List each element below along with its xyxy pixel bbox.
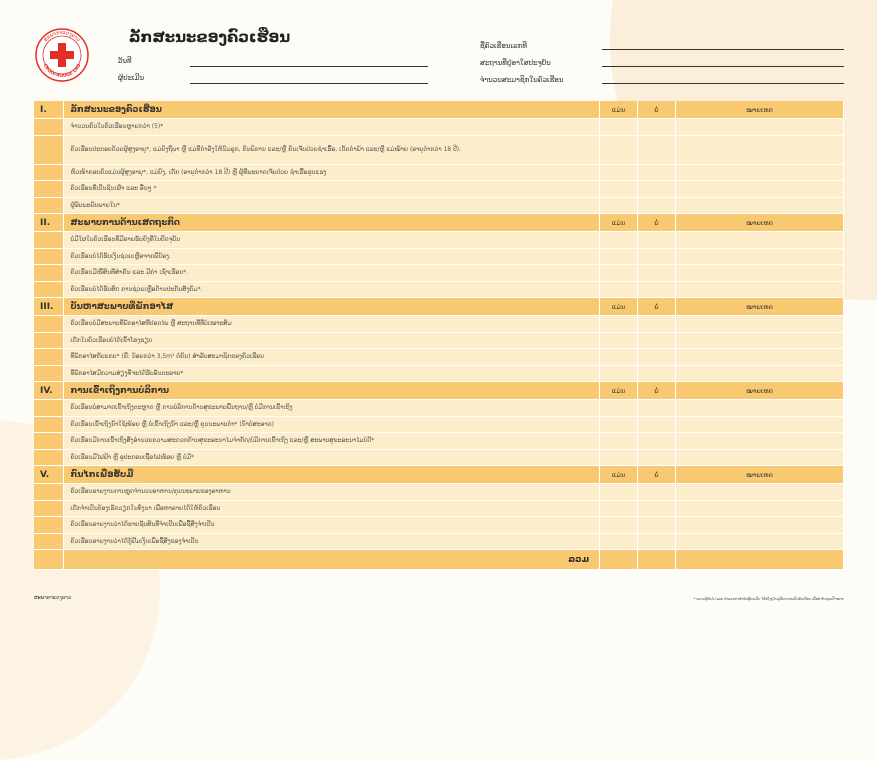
- criterion-text: ຄົວເຮືອນລາຍງານວ່າໄດ້ກູ້ຢືມເງິນເພື່ອຊື້ສິ່ງຂອງຈຳເປັນ: [64, 533, 600, 550]
- section-number: II.: [34, 214, 64, 232]
- note-column-header: ໝາຍເຫດ: [676, 101, 844, 119]
- row-marker: [34, 119, 64, 136]
- table-row: [34, 400, 844, 417]
- criterion-text: ຄົວເຮືອນເຂົ້າເຖິງນ້ຳໃຊ້ໜ້ອຍ ຫຼື ບໍ່ເຂົ້າເຖິງນ້ຳ ແລະ/ຫຼື ຄຸນນະພາບຕ່ຳ* (ນ້ຳບໍ່ສະອາດ): [64, 416, 600, 433]
- no-cell[interactable]: [638, 119, 676, 136]
- row-marker: [34, 281, 64, 298]
- note-cell[interactable]: [676, 500, 844, 517]
- note-cell[interactable]: [676, 416, 844, 433]
- section-title: ລັກສະນະຂອງຄົວເຮືອນ: [64, 101, 600, 119]
- total-no-cell[interactable]: [638, 550, 676, 570]
- no-column-header: ບໍ່: [638, 214, 676, 232]
- row-marker: [34, 365, 64, 382]
- yes-cell[interactable]: [600, 349, 638, 366]
- criterion-text: ຄົວເຮືອນທີ່ເປັນຊົນເຜົ່າ ແລະ ອື່ນໆ *: [64, 181, 600, 198]
- table-row: [34, 416, 844, 433]
- note-cell[interactable]: [676, 265, 844, 282]
- table-row: [34, 533, 844, 550]
- row-marker: [34, 484, 64, 501]
- note-column-header: ໝາຍເຫດ: [676, 214, 844, 232]
- criterion-text: ຄົວເຮືອນບໍ່ໄດ້ຮັບເງິນຊ່ວຍເຫຼືອຈາກພີ່ນ້ອງ.: [64, 248, 600, 265]
- table-row: [34, 181, 844, 198]
- yes-cell[interactable]: [600, 164, 638, 181]
- row-marker: [34, 316, 64, 333]
- footer-org: ສະພາກາແດງລາວ: [34, 595, 72, 601]
- total-yes-cell[interactable]: [600, 550, 638, 570]
- no-cell[interactable]: [638, 416, 676, 433]
- household-id-field[interactable]: [602, 49, 844, 50]
- row-marker: [34, 349, 64, 366]
- yes-cell[interactable]: [600, 433, 638, 450]
- table-row: [34, 119, 844, 136]
- row-marker: [34, 416, 64, 433]
- no-cell[interactable]: [638, 281, 676, 298]
- criterion-text: ຄົວເຮືອນບໍ່ໄດ້ຮັບສິດ ການຊ່ວຍເຫຼືອດ້ານປະກັນສັງຄົມ*.: [64, 281, 600, 298]
- yes-cell[interactable]: [600, 400, 638, 417]
- no-column-header: ບໍ່: [638, 466, 676, 484]
- yes-cell[interactable]: [600, 332, 638, 349]
- yes-cell[interactable]: [600, 449, 638, 466]
- table-row: [34, 500, 844, 517]
- yes-column-header: ແມ່ນ: [600, 214, 638, 232]
- no-cell[interactable]: [638, 135, 676, 164]
- footer-note: * ຄວາມຮູ້ທົ່ວໄປ ແລະ ຄຳແນະນຳສຳລັບຜູ້ປະເມີນ ໃຫ້ເບິ່ງຢູ່ໃນຄູ່ມືການປະເມີນຄົວເຮືອນ ເພື່ອກຳນົດກຸ່ມເປົ້າໝາຍ: [693, 597, 844, 601]
- section-title: ການເຂົ້າເຖິງການບໍລິການ: [64, 382, 600, 400]
- yes-cell[interactable]: [600, 416, 638, 433]
- no-cell[interactable]: [638, 197, 676, 214]
- yes-cell[interactable]: [600, 500, 638, 517]
- row-marker: [34, 433, 64, 450]
- note-cell[interactable]: [676, 119, 844, 136]
- yes-cell[interactable]: [600, 533, 638, 550]
- section-number: V.: [34, 466, 64, 484]
- section-header-row: [34, 298, 844, 316]
- criterion-text: ທີ່ພັກອາໄສຄັບແຄບ* (ຄື: ນ້ອຍກວ່າ 3,5m² ຕໍ່ຄົນ) ສຳລັບສະມາຊິກຂອງຄົວເຮືອນ: [64, 349, 600, 366]
- table-row: [34, 164, 844, 181]
- note-cell[interactable]: [676, 449, 844, 466]
- note-cell[interactable]: [676, 533, 844, 550]
- yes-cell[interactable]: [600, 281, 638, 298]
- note-cell[interactable]: [676, 281, 844, 298]
- section-number: I.: [34, 101, 64, 119]
- no-cell[interactable]: [638, 449, 676, 466]
- members-label: ຈຳນວນສະມາຊິກໃນຄົວເຮືອນ: [480, 76, 564, 84]
- yes-cell[interactable]: [600, 484, 638, 501]
- note-cell[interactable]: [676, 232, 844, 249]
- note-cell[interactable]: [676, 349, 844, 366]
- row-marker: [34, 265, 64, 282]
- criterion-text: ເດັກຈຳເປັນຕ້ອງເຮັດວຽກໃນທົ່ງນາ ເພື່ອຫາລາຍໄດ້ໃຫ້ຄົວເຮືອນ: [64, 500, 600, 517]
- criterion-text: ຄົວເຮືອນລາຍງານວ່າໄດ້ຂາຍຊັບສິນທີ່ຈຳເປັນເພື່ອຊື້ສິ່ງຈຳເປັນ: [64, 517, 600, 534]
- no-cell[interactable]: [638, 349, 676, 366]
- row-marker: [34, 248, 64, 265]
- yes-cell[interactable]: [600, 119, 638, 136]
- table-row: [34, 349, 844, 366]
- row-marker: [34, 164, 64, 181]
- row-marker: [34, 533, 64, 550]
- criterion-text: ຄົວເຮືອນບໍ່ມີສະພາບທີ່ພັກອາໄສທີ່ປອດໄພ ຫຼື ສະຖານທີ່ທີ່ບໍ່ເໝາະສົມ: [64, 316, 600, 333]
- yes-cell[interactable]: [600, 365, 638, 382]
- assessor-field[interactable]: [190, 83, 428, 84]
- criterion-text: ຫົວໜ້າຄອບຄົວແມ່ນຜູ້ສູງອາຍຸ*, ແມ່ຍິງ, ເດັກ (ອາຍຸຕ່ຳກວ່າ 18 ປີ) ຫຼື ຜູ້ທີ່ພະຍາດເຈັບປ່ວຍ ຊຳເຮື້ອຮຸນແຮງ: [64, 164, 600, 181]
- total-note-cell[interactable]: [676, 550, 844, 570]
- no-cell[interactable]: [638, 484, 676, 501]
- note-column-header: ໝາຍເຫດ: [676, 298, 844, 316]
- yes-cell[interactable]: [600, 135, 638, 164]
- row-marker: [34, 135, 64, 164]
- note-cell[interactable]: [676, 517, 844, 534]
- no-cell[interactable]: [638, 517, 676, 534]
- yes-column-header: ແມ່ນ: [600, 382, 638, 400]
- note-cell[interactable]: [676, 164, 844, 181]
- note-cell[interactable]: [676, 316, 844, 333]
- row-marker: [34, 400, 64, 417]
- no-cell[interactable]: [638, 332, 676, 349]
- yes-column-header: ແມ່ນ: [600, 466, 638, 484]
- yes-cell[interactable]: [600, 316, 638, 333]
- logo-bottom-text: CROIX-ROUGE LAO: [41, 63, 83, 80]
- table-row: [34, 517, 844, 534]
- no-cell[interactable]: [638, 164, 676, 181]
- section-number: IV.: [34, 382, 64, 400]
- no-column-header: ບໍ່: [638, 101, 676, 119]
- criterion-text: ເດັກໃນຄົວເຮືອນບໍ່ໄດ້ເຂົ້າໂຮງຮຽນ: [64, 332, 600, 349]
- criterion-text: ຄົວເຮືອນປະກອບດ້ວຍຜູ້ສູງອາຍຸ*, ແມ່ຍິງຖືພາ ຫຼື ແມ່ທີ່ກຳລັງໃຫ້ນົມລູກ, ຄົນພິການ ແລະ/ຫຼື ຄົນເຈັບປ່ວຍຊຳເຮື້ອ, ເດັກກຳພ້າ ແລະ/ຫຼື ແມ່ໝ້າຍ (ອາຍຸຕ່ຳກວ່າ 18 ປີ).: [64, 135, 600, 164]
- location-label: ສະຖານທີ່ຢູ່ອາໃສປະຈຸບັນ: [480, 59, 551, 67]
- row-marker: [34, 517, 64, 534]
- criterion-text: ຄົວເຮືອນບໍ່ສາມາດເຂົ້າເຖິງຕະຫຼາດ ຫຼື ການບໍລິການດ້ານສຸຂະພາບພື້ນຖານ/ຫຼື ບໍ່ມີການເຂົ້າເຖິງ: [64, 400, 600, 417]
- note-cell[interactable]: [676, 197, 844, 214]
- note-cell[interactable]: [676, 433, 844, 450]
- criterion-text: ຄົວເຮືອນລາຍງານການຫຼຸດຈຳນວນອາຫານ/ຄຸນນະພາບຂອງອາຫານ: [64, 484, 600, 501]
- table-row: [34, 265, 844, 282]
- note-cell[interactable]: [676, 332, 844, 349]
- no-cell[interactable]: [638, 533, 676, 550]
- note-column-header: ໝາຍເຫດ: [676, 382, 844, 400]
- criterion-text: ບໍ່ມີໃຜໃນຄົວເຮືອນທີ່ມີລາຍຮັບຄົງທີ່ໃນປັດຈຸບັນ: [64, 232, 600, 249]
- table-row: [34, 197, 844, 214]
- criterion-text: ຈຳນວນຄົນໃນຄົວເຮືອນຫຼາຍກວ່າ (5)*: [64, 119, 600, 136]
- no-cell[interactable]: [638, 365, 676, 382]
- no-cell[interactable]: [638, 265, 676, 282]
- note-cell[interactable]: [676, 484, 844, 501]
- section-title: ກົນໄກເພື່ອຮັບມື: [64, 466, 600, 484]
- assessor-label: ຜູ້ປະເມີນ: [118, 74, 145, 82]
- note-cell[interactable]: [676, 248, 844, 265]
- criterion-text: ຄົວເຮືອນມີການເຂົ້າເຖິງສິ່ງອຳນວຍຄວາມສະດວກດ້ານສຸຂະອະນາໄມຈຳກັດ/ບໍ່ມີການເຂົ້າເຖິງ ແລະ/ຫຼື ສະພາບສຸຂະອະນາໄມບໍ່ດີ*: [64, 433, 600, 450]
- yes-column-header: ແມ່ນ: [600, 101, 638, 119]
- table-row: [34, 484, 844, 501]
- table-row: [34, 316, 844, 333]
- logo-top-text: ສະພາກາແດງລາວ: [42, 29, 82, 44]
- no-cell[interactable]: [638, 232, 676, 249]
- members-field[interactable]: [602, 83, 844, 84]
- date-label: ວັນທີ: [118, 57, 132, 65]
- row-marker: [34, 232, 64, 249]
- no-column-header: ບໍ່: [638, 382, 676, 400]
- no-cell[interactable]: [638, 248, 676, 265]
- table-row: [34, 135, 844, 164]
- yes-cell[interactable]: [600, 181, 638, 198]
- criterion-text: ຄົວເຮືອນມີໄຟຟ້າ ຫຼື ອຸປະກອນເຊື້ອໄຟໜ້ອຍ ຫຼື ບໍ່ມີ*: [64, 449, 600, 466]
- table-row: [34, 232, 844, 249]
- table-row: [34, 433, 844, 450]
- table-row: [34, 248, 844, 265]
- table-row: [34, 365, 844, 382]
- red-cross-logo: [33, 26, 91, 84]
- no-cell[interactable]: [638, 400, 676, 417]
- no-cell[interactable]: [638, 316, 676, 333]
- section-number: III.: [34, 298, 64, 316]
- row-marker: [34, 181, 64, 198]
- yes-cell[interactable]: [600, 265, 638, 282]
- section-header-row: [34, 101, 844, 119]
- note-cell[interactable]: [676, 181, 844, 198]
- section-header-row: [34, 466, 844, 484]
- yes-column-header: ແມ່ນ: [600, 298, 638, 316]
- section-title: ສະພາບການດ້ານເສດຖະກິດ: [64, 214, 600, 232]
- yes-cell[interactable]: [600, 232, 638, 249]
- yes-cell[interactable]: [600, 517, 638, 534]
- section-header-row: [34, 382, 844, 400]
- section-header-row: [34, 214, 844, 232]
- yes-cell[interactable]: [600, 197, 638, 214]
- household-id-label: ຊື່ຄົວເຮືອນເລກທີ: [480, 42, 527, 50]
- yes-cell[interactable]: [600, 248, 638, 265]
- location-field[interactable]: [602, 66, 844, 67]
- note-cell[interactable]: [676, 400, 844, 417]
- criterion-text: ທີ່ພັກອາໄສມີຄວາມສ່ຽງທີ່ຈະໄດ້ຮັບອັນຕະລາຍ*: [64, 365, 600, 382]
- row-marker: [34, 197, 64, 214]
- table-row: [34, 449, 844, 466]
- criterion-text: ຄົວເຮືອນມີໜີ້ສິນທີ່ສຳຄັນ ແລະ ມີຄ່າ ເຊົ່າເຮືອນ*.: [64, 265, 600, 282]
- table-row: [34, 332, 844, 349]
- no-cell[interactable]: [638, 500, 676, 517]
- table-row: [34, 281, 844, 298]
- criterion-text: ຜູ້ອົບພະຍົບພາຍໃນ*: [64, 197, 600, 214]
- row-marker: [34, 332, 64, 349]
- section-title: ບັນຫາສະພາບທີ່ພັກອາໄສ: [64, 298, 600, 316]
- no-cell[interactable]: [638, 433, 676, 450]
- no-column-header: ບໍ່: [638, 298, 676, 316]
- total-row: [34, 550, 844, 570]
- note-cell[interactable]: [676, 365, 844, 382]
- date-field[interactable]: [190, 66, 428, 67]
- assessment-table: [34, 101, 844, 570]
- row-marker: [34, 449, 64, 466]
- no-cell[interactable]: [638, 181, 676, 198]
- page-title: ລັກສະນະຂອງຄົວເຮືອນ: [129, 28, 291, 46]
- total-marker: [34, 550, 64, 570]
- total-label: ລວມ: [64, 550, 600, 570]
- row-marker: [34, 500, 64, 517]
- note-cell[interactable]: [676, 135, 844, 164]
- note-column-header: ໝາຍເຫດ: [676, 466, 844, 484]
